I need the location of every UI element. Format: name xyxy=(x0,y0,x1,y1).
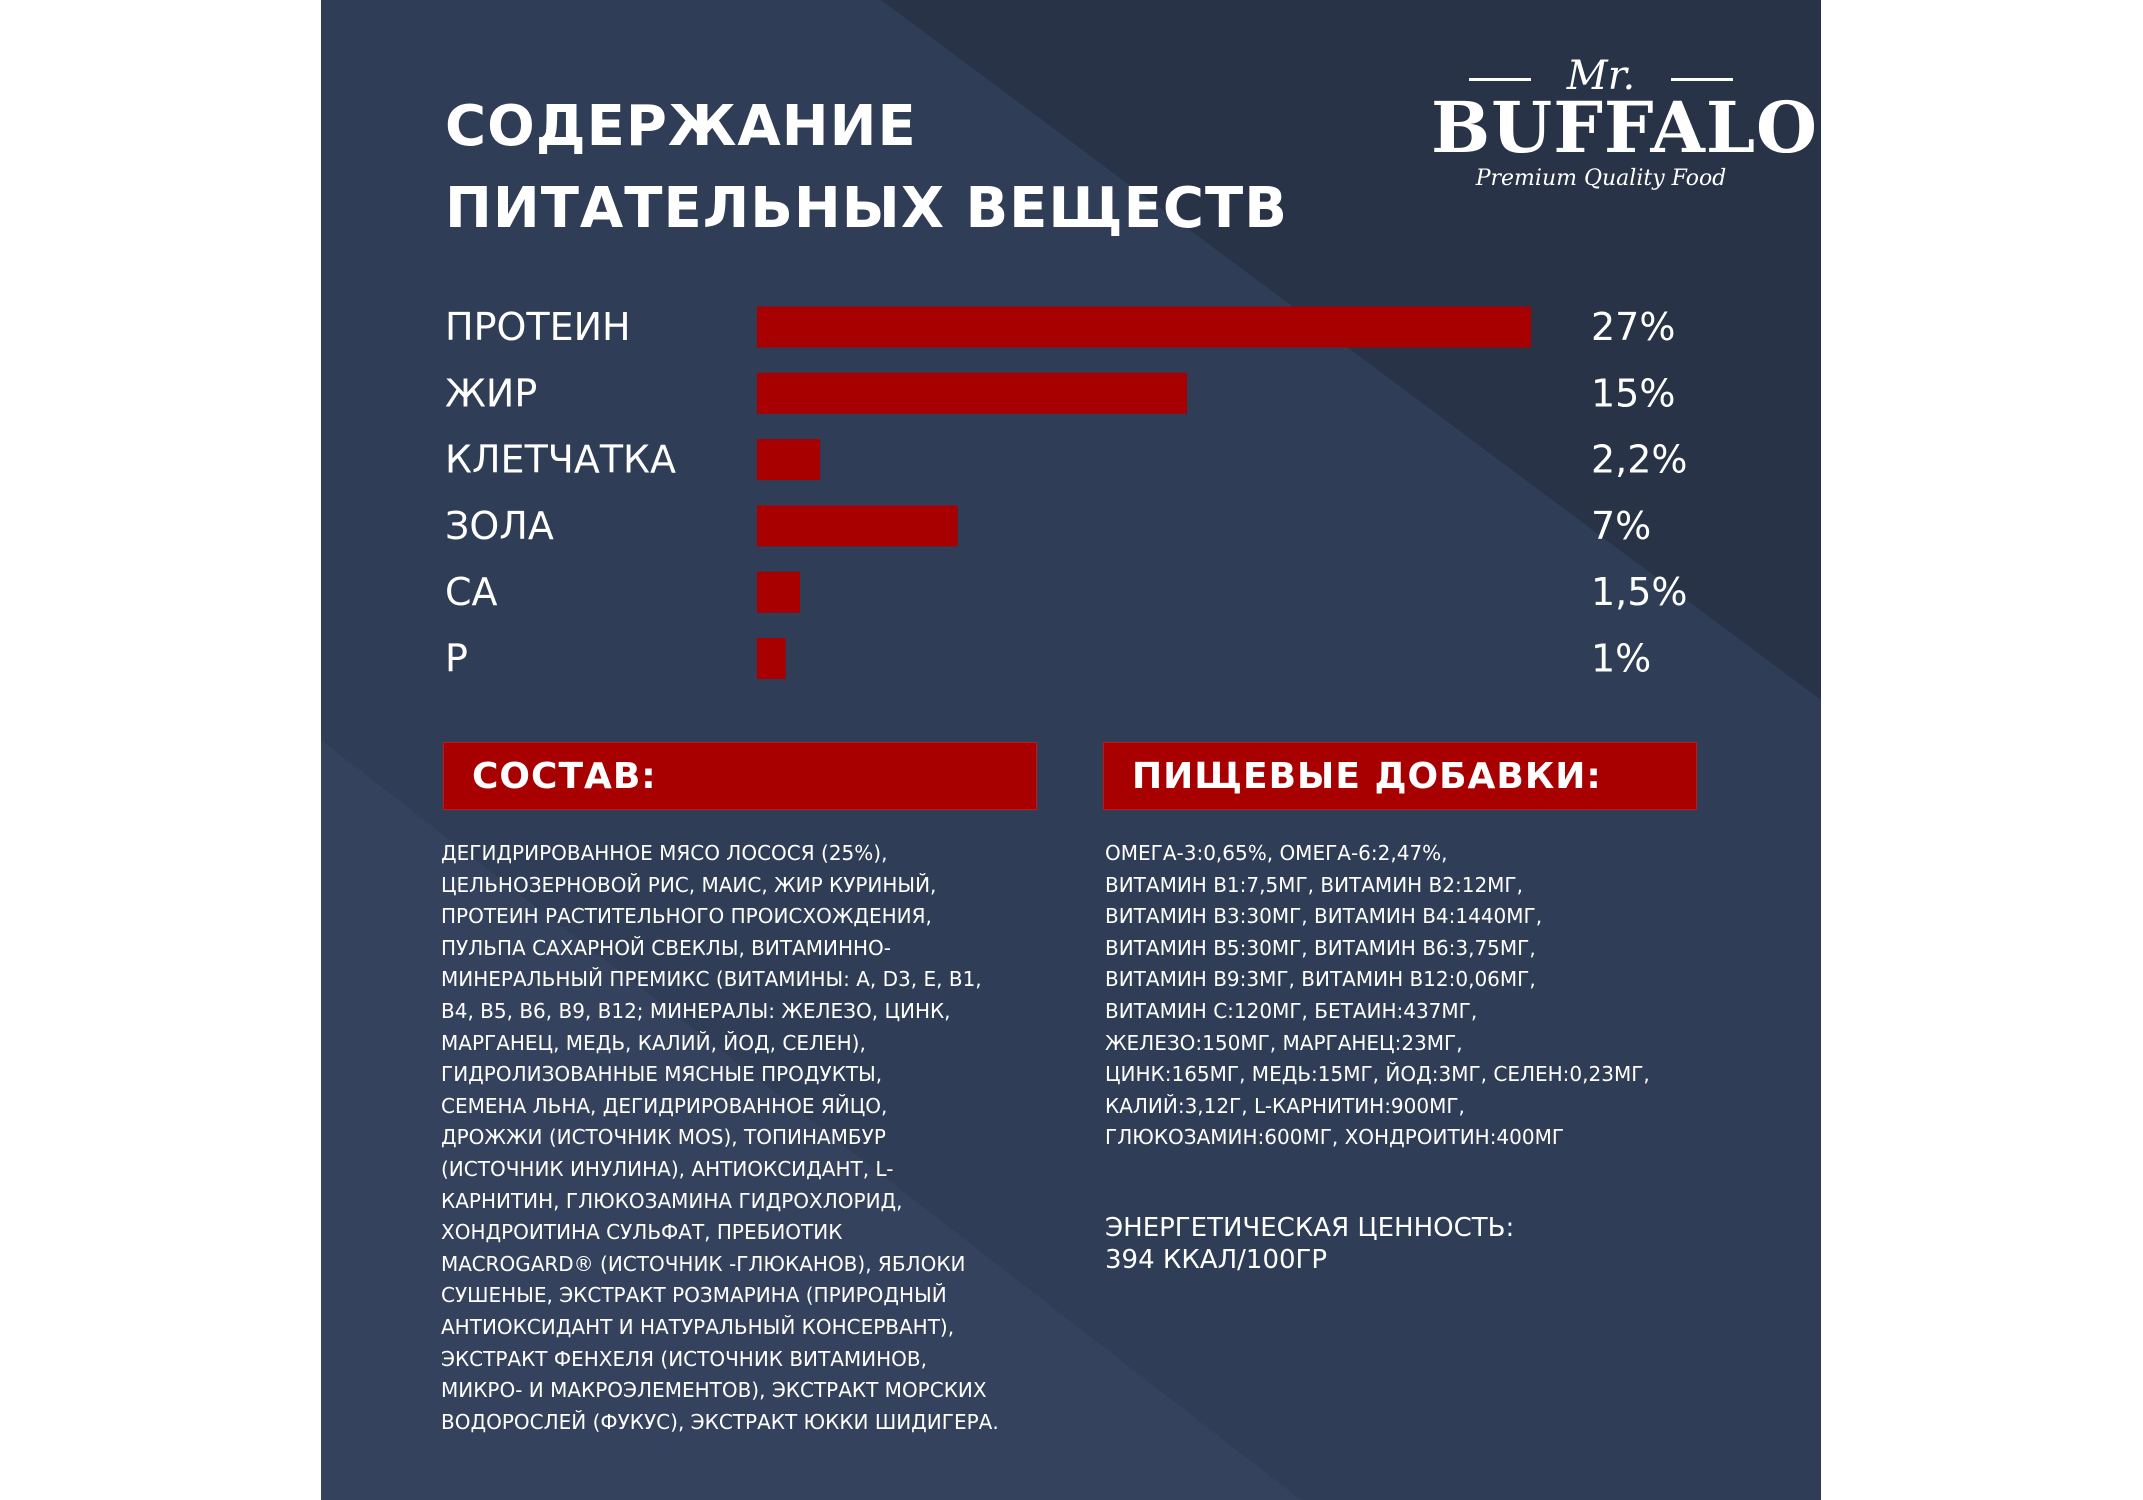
value-label: 2,2% xyxy=(1591,437,1688,482)
value-label: 15% xyxy=(1591,371,1676,416)
logo-mr: Mr. xyxy=(1566,53,1636,99)
bar xyxy=(757,439,820,480)
value-label: 1,5% xyxy=(1591,570,1688,615)
additives-text: ОМЕГА-3:0,65%, ОМЕГА-6:2,47%, ВИТАМИН B1:7,5МГ, ВИТАМИН B2:12МГ, ВИТАМИН B3:30МГ, ВИТАМИН B4:1440МГ, ВИТАМИН B5:30МГ, ВИТАМИН B6:3,75МГ, ВИТАМИН B9:3МГ, ВИТАМИН B12:0,06МГ, ВИТАМИН C:120МГ, БЕТАИН:437МГ, ЖЕЛЕЗО:150МГ, МАРГАНЕЦ:23МГ, ЦИНК:165МГ, МЕДЬ:15МГ, ЙОД:3МГ, СЕЛЕН:0,23МГ, КАЛИЙ:3,12Г, L-КАРНИТИН:900МГ, ГЛЮКОЗАМИН:600МГ, ХОНДРОИТИН:400МГ xyxy=(1105,841,1650,1150)
composition-text: ДЕГИДРИРОВАННОЕ МЯСО ЛОСОСЯ (25%), ЦЕЛЬНОЗЕРНОВОЙ РИС, МАИС, ЖИР КУРИНЫЙ, ПРОТЕИН РАСТИТЕЛЬНОГО ПРОИСХОЖДЕНИЯ, ПУЛЬПА САХАРНОЙ СВЕКЛЫ, ВИТАМИННО- МИНЕРАЛЬНЫЙ ПРЕМИКС (ВИТАМИНЫ: A, D3, E, B1, B4, B5, B6, B9, B12; МИНЕРАЛЫ: ЖЕЛЕЗО, ЦИНК, МАРГАНЕЦ, МЕДЬ, КАЛИЙ, ЙОД, СЕЛЕН), ГИДРОЛИЗОВАННЫЕ МЯСНЫЕ ПРОДУКТЫ, СЕМЕНА ЛЬНА, ДЕГИДРИРОВАННОЕ ЯЙЦО, ДРОЖЖИ (ИСТОЧНИК MOS), ТОПИНАМБУР (ИСТОЧНИК ИНУЛИНА), АНТИОКСИДАНТ, L- КАРНИТИН, ГЛЮКОЗАМИНА ГИДРОХЛОРИД, ХОНДРОИТИНА СУЛЬФАТ, ПРЕБИОТИК MACROGARD® (ИСТОЧНИК -ГЛЮКАНОВ), ЯБЛОКИ СУШЕНЫЕ, ЭКСТРАКТ РОЗМАРИНА (ПРИРОДНЫЙ АНТИОКСИДАНТ И НАТУРАЛЬНЫЙ КОНСЕРВАНТ), ЭКСТРАКТ ФЕНХЕЛЯ (ИСТОЧНИК ВИТАМИНОВ, МИКРО- И МАКРОЭЛЕМЕНТОВ), ЭКСТРАКТ МОРСКИХ ВОДОРОСЛЕЙ (ФУКУС), ЭКСТРАКТ ЮККИ ШИДИГЕРА. xyxy=(441,841,999,1434)
nutrient-bar-chart xyxy=(321,280,1821,700)
category-label: ЖИР xyxy=(445,371,538,416)
energy-value: ЭНЕРГЕТИЧЕСКАЯ ЦЕННОСТЬ: 394 ККАЛ/100ГР xyxy=(1105,1213,1515,1275)
logo-name: BUFFALO xyxy=(1431,86,1819,169)
bar xyxy=(757,505,958,546)
additives-header xyxy=(1103,742,1697,810)
bar xyxy=(757,572,800,613)
category-label: CA xyxy=(445,570,498,615)
bar xyxy=(757,373,1187,414)
page-title: СОДЕРЖАНИЕ ПИТАТЕЛЬНЫХ ВЕЩЕСТВ xyxy=(445,94,1288,241)
bar xyxy=(757,307,1531,348)
composition-header xyxy=(443,742,1037,810)
category-label: P xyxy=(445,636,468,681)
composition-heading: СОСТАВ: xyxy=(472,756,657,797)
category-label: ЗОЛА xyxy=(445,503,554,548)
value-label: 27% xyxy=(1591,305,1676,349)
logo-tagline: Premium Quality Food xyxy=(1475,166,1727,191)
value-label: 7% xyxy=(1591,503,1652,548)
additives-heading: ПИЩЕВЫЕ ДОБАВКИ: xyxy=(1132,756,1602,797)
category-label: КЛЕТЧАТКА xyxy=(445,437,677,482)
brand-logo xyxy=(1431,53,1819,196)
category-label: ПРОТЕИН xyxy=(445,305,631,349)
bar xyxy=(757,638,786,679)
value-label: 1% xyxy=(1591,636,1652,681)
product-info-panel xyxy=(321,0,1821,1500)
